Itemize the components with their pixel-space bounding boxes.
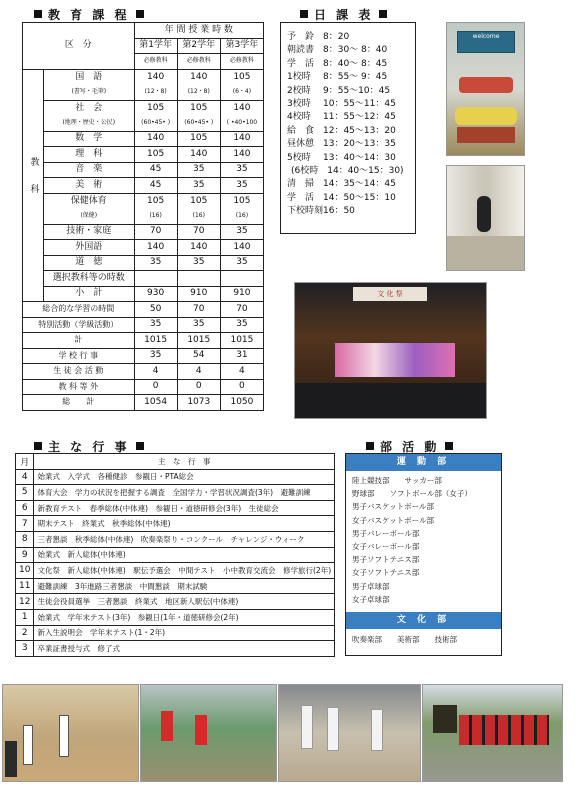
required-label: 必修教科 [134,54,177,70]
hours-value: 1073 [177,395,220,411]
schedule-row [287,85,409,98]
culture-festival-photo [294,282,487,419]
event-text: 文化祭 新人総体(中体連) 駅伝予選会 中間テスト 小中教育交流会 修学旅行(2年) [34,563,335,579]
hours-value: 105 [134,193,177,209]
hours-value [177,271,220,287]
period-time: 8：20 [323,32,350,42]
event-text: 体育大会 学力の状況を把握する調査 全国学力・学習状況調査(3年) 避難訓練 [34,485,335,501]
event-row [16,594,335,610]
event-row [16,609,335,625]
hours-value: 105 [177,131,220,147]
hours-value: 35 [134,348,177,364]
sports-club-item: 女子バスケットボール部 [352,515,434,525]
hours-sub: (12・8) [134,85,177,101]
soccer-photo [140,684,277,782]
schedule-row [287,192,409,205]
event-month: 1 [16,609,34,625]
schedule-row [287,178,409,191]
subject-name: 外国語 [44,240,135,256]
hours-sub: (12・8) [177,85,220,101]
event-text: 三者懇談 秋季総体(中体連) 吹奏楽祭り・コンクール チャレンジ・ウィーク [34,531,335,547]
period-time: 14：35～14：45 [323,179,396,190]
event-month: 3 [16,641,34,657]
period-time: 14：50～15：10 [323,192,396,203]
culture-club-list: 吹奏楽部 美術部 技術部 [352,634,457,644]
hours-sub: (60•45• ) [134,116,177,132]
hours-value: 45 [134,162,177,178]
event-month: 8 [16,531,34,547]
schedule-row [287,71,409,84]
row-label: 特別活動（学級活動） [23,317,135,333]
subject-name: 技術・家庭 [44,224,135,240]
hours-value: 140 [220,131,263,147]
hours-value: 35 [177,162,220,178]
subject-name: 音 楽 [44,162,135,178]
event-month: 10 [16,563,34,579]
period-time: 13：20～13：35 [323,139,396,150]
subject-name: 理 科 [44,147,135,163]
hours-value: 140 [177,240,220,256]
period-time: 16：50 [323,206,355,217]
period-time: 12：45～13：20 [323,125,396,136]
hours-value: 105 [177,193,220,209]
period-label: 4校時 [287,112,311,123]
hours-sub: (6・4) [220,85,263,101]
event-row [16,547,335,563]
grade-header: 第2学年 [177,38,220,54]
sports-club-item: 男子バスケットボール部 [352,502,434,512]
schedule-row [287,165,409,178]
event-row [16,578,335,594]
hours-sub: (60•45• ) [177,116,220,132]
hours-value: 105 [220,193,263,209]
sports-club-item: 野球部 ソフトボール部（女子） [352,489,472,499]
hours-value: 35 [220,255,263,271]
event-month: 9 [16,547,34,563]
hours-value: 70 [177,302,220,318]
hours-value: 1015 [177,333,220,349]
schedule-row [287,44,409,57]
required-label: 必修教科 [220,54,263,70]
kyouka-vertical-text: 教科 [28,156,39,211]
curriculum-header: 教 育 課 程 [28,6,150,23]
hours-value: 70 [134,224,177,240]
grade-header: 第1学年 [134,38,177,54]
subject-name: 社 会 [44,100,135,116]
events-header: 主 な 行 事 [28,438,150,455]
sports-club-item: 女子バレーボール部 [352,541,420,551]
sports-club-item: 男子ソフトテニス部 [352,555,420,565]
event-text: 始業式 新人総体(中体連) [34,547,335,563]
entrance-flower-photo [446,22,525,156]
hours-sub: (16) [177,209,220,225]
event-text: 避難訓練 3年進路三者懇談 中間懇談 期末試験 [34,578,335,594]
schedule-row [287,152,409,165]
hours-value: 140 [134,69,177,85]
hours-value: 35 [177,317,220,333]
event-text: 生徒会役員選挙 三者懇談 終業式 地区新人駅伝(中体連) [34,594,335,610]
period-time: 8：55～ 9：45 [323,72,388,83]
hours-sub: (16) [220,209,263,225]
basketball-photo [2,684,139,782]
event-text: 新教育テスト 春季総体(中体連) 参観日・道徳研修会(3年) 生徒総会 [34,500,335,516]
event-row [16,641,335,657]
hours-value: 35 [220,162,263,178]
schedule-row [287,58,409,71]
hours-value: 930 [134,286,177,302]
subject-name: 美 術 [44,178,135,194]
hours-value: 910 [220,286,263,302]
festival-banner: 文 化 祭 [353,287,427,301]
period-label: 2校時 [287,85,311,96]
period-time: 9：55～10：45 [323,85,391,96]
event-header: 主 な 行 事 [34,454,335,470]
hours-value: 1015 [220,333,263,349]
event-row [16,469,335,485]
period-time: (6校時 14：40～15：30) [291,166,404,177]
schedule-row [287,138,409,151]
event-row [16,485,335,501]
hours-value: 4 [220,364,263,380]
hours-value: 35 [134,255,177,271]
hours-value: 1054 [134,395,177,411]
hours-value: 50 [134,302,177,318]
period-label: 朝読書 [287,45,315,56]
sports-clubs-label: 運 動 部 [346,454,501,471]
period-time: 8：40～ 8：45 [323,58,388,69]
subject-name: 数 学 [44,131,135,147]
hours-value: 140 [177,147,220,163]
hours-value: 0 [134,379,177,395]
hours-value: 31 [220,348,263,364]
schedule-row [287,31,409,44]
hours-value: 0 [177,379,220,395]
hours-value: 140 [220,147,263,163]
events-table [15,453,335,657]
schedule-header: 日 課 表 [294,6,393,23]
hours-value: 140 [177,69,220,85]
row-label: 生 徒 会 活 動 [23,364,135,380]
hours-value: 4 [177,364,220,380]
schedule-row [287,125,409,138]
hours-value [220,271,263,287]
period-label: 学 活 [287,192,315,203]
event-row [16,563,335,579]
culture-clubs-label: 文 化 部 [346,612,501,629]
hours-value: 35 [220,317,263,333]
period-label: 3校時 [287,99,311,110]
subject-name: 道 徳 [44,255,135,271]
event-row [16,625,335,641]
event-text: 期末テスト 終業式 秋季総体(中体連) [34,516,335,532]
clubs-header: 部 活 動 [360,438,459,455]
event-month: 4 [16,469,34,485]
event-row [16,516,335,532]
welcome-sign: welcome [457,31,515,53]
hours-value: 910 [177,286,220,302]
event-month: 5 [16,485,34,501]
row-label: 総合的な学習の時間 [23,302,135,318]
period-label: 清 掃 [287,179,315,190]
hours-value: 35 [177,255,220,271]
period-label: 1校時 [287,72,311,83]
event-text: 始業式 入学式 各種健診 参観日・PTA総会 [34,469,335,485]
event-text: 新入生説明会 学年末テスト(1・2年) [34,625,335,641]
hours-header: 年 間 授 業 時 数 [134,23,263,39]
sports-club-item: 男子卓球部 [352,581,390,591]
grade-header: 第3学年 [220,38,263,54]
period-time: 11：55～12：45 [323,112,396,123]
hours-value: 140 [220,240,263,256]
hours-value: 0 [220,379,263,395]
period-label: 予 鈴 [287,32,315,42]
hours-value: 1015 [134,333,177,349]
hours-value: 45 [134,178,177,194]
event-row [16,500,335,516]
curriculum-table [22,22,264,411]
row-label: 計 [23,333,135,349]
subject-name: 選択教科等の時数 [44,271,135,287]
period-label: 昼休憩 [287,139,315,150]
hallway-cleaning-photo [446,165,525,271]
clubs-box [345,453,502,656]
sports-club-item: 女子ソフトテニス部 [352,568,420,578]
event-month: 6 [16,500,34,516]
subject-sub: (書写・毛筆) [44,85,135,101]
hours-value: 105 [220,69,263,85]
event-row [16,531,335,547]
hours-value: 35 [220,224,263,240]
hours-value [134,271,177,287]
hours-value: 35 [134,317,177,333]
baseball-photo [278,684,421,782]
subject-sub: (保健) [44,209,135,225]
period-time: 10：55～11：45 [323,99,396,110]
event-text: 始業式 学年末テスト(3年) 参観日(1年・道徳研修会(2年) [34,609,335,625]
team-photo [422,684,563,782]
hours-sub: ( •40•100 [220,116,263,132]
month-header: 月 [16,454,34,470]
period-label: 学 活 [287,58,315,69]
hours-value: 70 [177,224,220,240]
period-time: 13：40～14：30 [323,152,396,163]
sports-club-item: 陸上競技部 サッカー部 [352,476,442,485]
hours-value: 140 [220,100,263,116]
event-text: 卒業証書授与式 修了式 [34,641,335,657]
schedule-row [287,98,409,111]
period-time: 8：30～ 8：40 [323,45,388,56]
subject-name: 小 計 [44,286,135,302]
hours-value: 35 [220,178,263,194]
subject-name: 保健体育 [44,193,135,209]
event-month: 11 [16,578,34,594]
hours-value: 35 [177,178,220,194]
kyouka-side-label [23,69,44,302]
row-label: 総 計 [23,395,135,411]
row-label: 教 科 等 外 [23,379,135,395]
hours-value: 140 [134,131,177,147]
schedule-row [287,111,409,124]
period-label: 給 食 [287,125,315,136]
event-month: 2 [16,625,34,641]
daily-schedule [280,22,416,234]
schedule-row [287,205,409,218]
hours-value: 105 [134,100,177,116]
subject-column-header: 区 分 [23,23,135,70]
required-label: 必修教科 [177,54,220,70]
hours-value: 105 [177,100,220,116]
subject-sub: (地理・歴史・公民) [44,116,135,132]
event-month: 7 [16,516,34,532]
event-month: 12 [16,594,34,610]
sports-club-item: 女子卓球部 [352,594,390,604]
hours-value: 54 [177,348,220,364]
hours-value: 105 [134,147,177,163]
hours-value: 4 [134,364,177,380]
subject-name: 国 語 [44,69,135,85]
period-label: 5校時 [287,152,311,163]
hours-value: 70 [220,302,263,318]
sports-club-item: 男子バレーボール部 [352,528,420,538]
hours-sub: (16) [134,209,177,225]
row-label: 学 校 行 事 [23,348,135,364]
period-label: 下校時刻 [287,206,324,217]
hours-value: 140 [134,240,177,256]
hours-value: 1050 [220,395,263,411]
